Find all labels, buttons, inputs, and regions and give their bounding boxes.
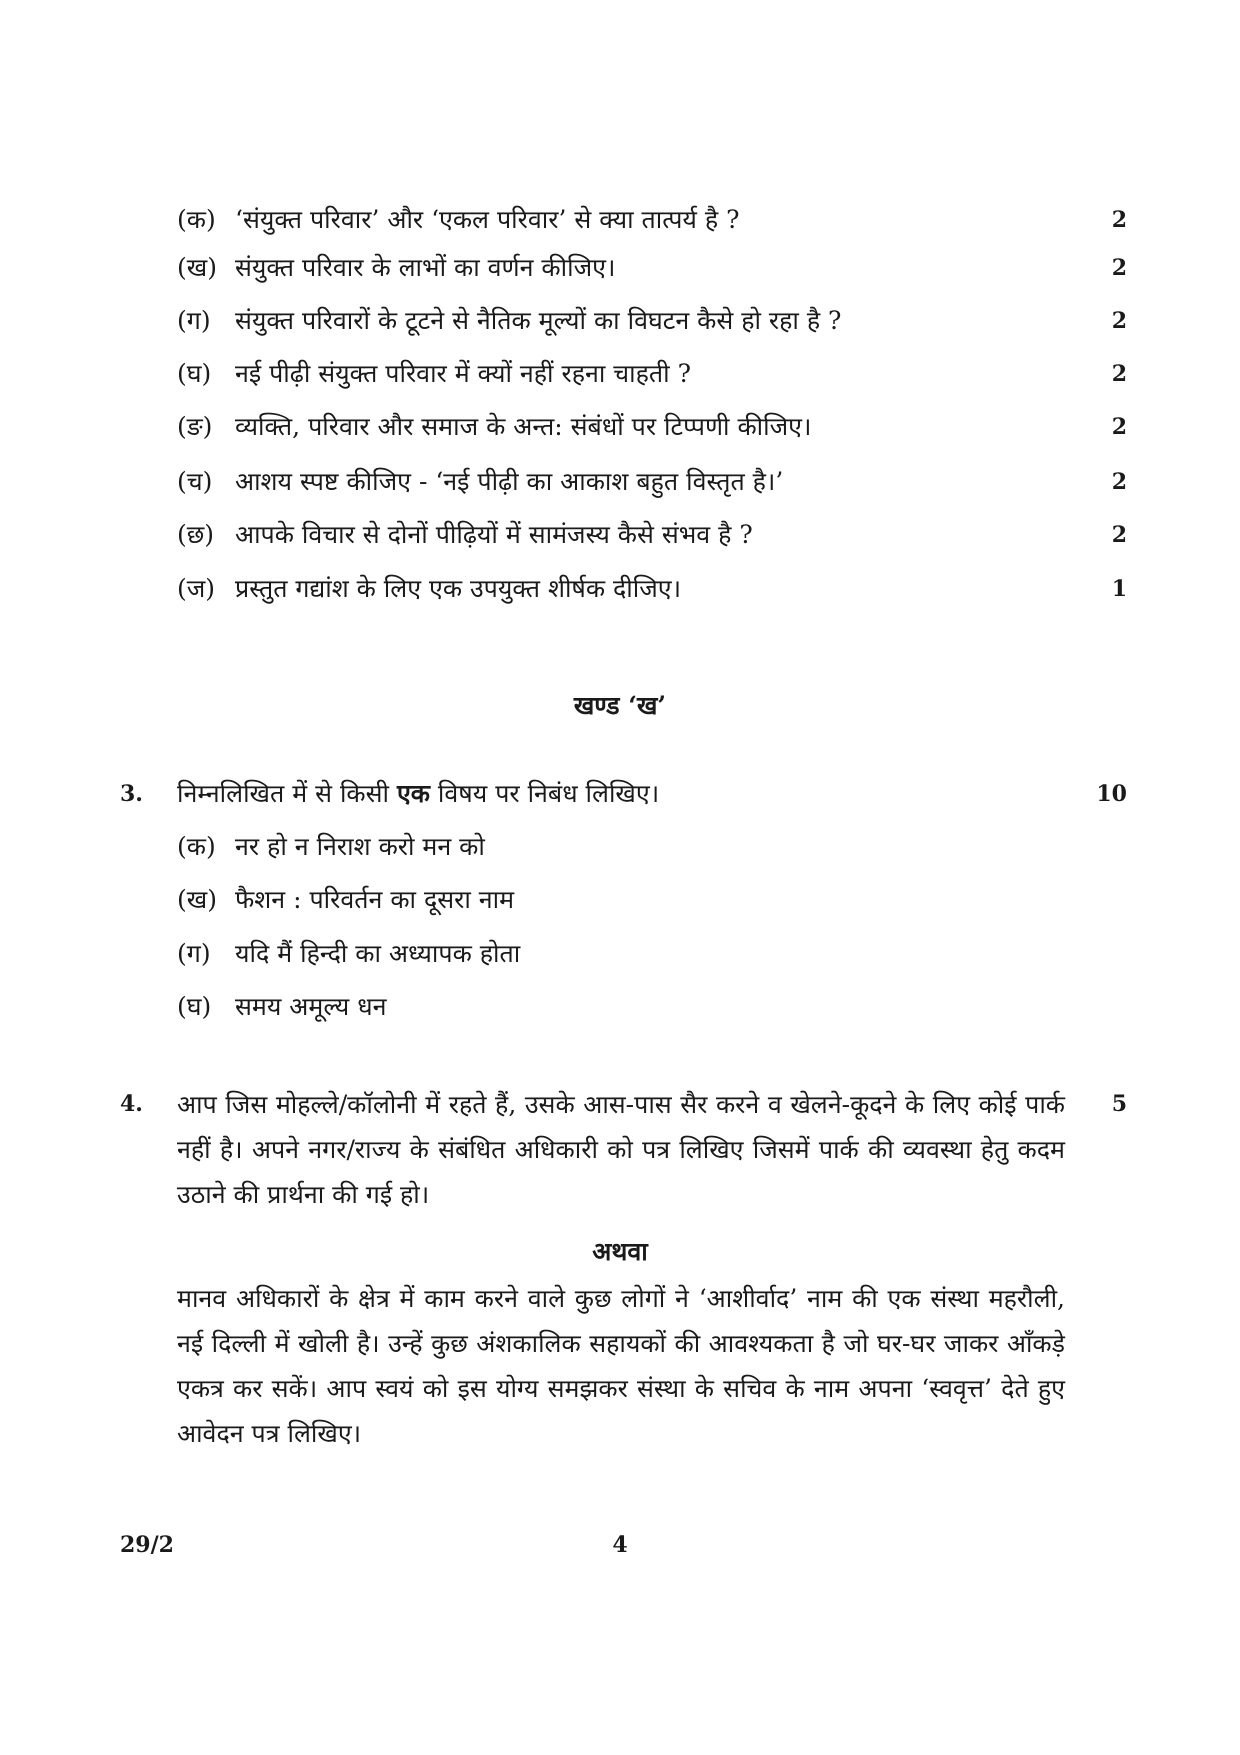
marks: 1	[1111, 576, 1127, 602]
sub-question-text: नई पीढ़ी संयुक्त परिवार में क्यों नहीं रहना चाहती ?	[235, 359, 691, 388]
option-label: (घ)	[177, 992, 212, 1021]
marks: 2	[1111, 469, 1127, 495]
sub-question-text: आशय स्पष्ट कीजिए - ‘नई पीढ़ी का आकाश बहुत विस्तृत है।’	[235, 467, 784, 496]
question-4-text: आप जिस मोहल्ले/कॉलोनी में रहते हैं, उसके आस-पास सैर करने व खेलने-कूदने के लिए कोई पार्क नहीं है। अपने नगर/राज्य के संबंधित अधिकारी को पत्र लिखिए जिसमें पार्क की व्यवस्था हेतु कदम उठाने की प्रार्थना की गई हो।	[177, 1090, 1065, 1209]
essay-option	[0, 820, 1240, 874]
marks: 5	[1111, 1091, 1127, 1117]
sub-question	[0, 193, 1240, 247]
sub-question-label: (च)	[177, 467, 213, 496]
or-heading: अथवा	[592, 1237, 648, 1266]
sub-question-label: (ङ)	[177, 412, 213, 441]
sub-question	[0, 347, 1240, 401]
marks: 2	[1111, 255, 1127, 281]
option-label: (ग)	[177, 939, 211, 968]
sub-question	[0, 508, 1240, 562]
sub-question-text: व्यक्ति, परिवार और समाज के अन्त: संबंधों पर टिप्पणी कीजिए।	[235, 412, 812, 441]
marks: 2	[1111, 414, 1127, 440]
sub-question-label: (क)	[177, 205, 216, 234]
sub-question	[0, 455, 1240, 509]
sub-question-label: (घ)	[177, 359, 212, 388]
option-text: फैशन : परिवर्तन का दूसरा नाम	[235, 885, 515, 914]
sub-question-text: प्रस्तुत गद्यांश के लिए एक उपयुक्त शीर्षक दीजिए।	[235, 574, 682, 603]
question-4-alternative-text: मानव अधिकारों के क्षेत्र में काम करने वाले कुछ लोगों ने ‘आशीर्वाद’ नाम की एक संस्था महरौली, नई दिल्ली में खोली है। उन्हें कुछ अंशकालिक सहायकों की आवश्यकता है जो घर-घर जाकर आँकड़े एकत्र कर सकें। आप स्वयं को इस योग्य समझकर संस्था के सचिव के नाम अपना ‘स्ववृत्त’ देते हुए आवेदन पत्र लिखिए।	[177, 1284, 1065, 1448]
essay-option	[0, 873, 1240, 927]
sub-question-label: (ख)	[177, 253, 217, 282]
sub-question	[0, 294, 1240, 348]
marks: 10	[1096, 781, 1127, 807]
sub-question	[0, 400, 1240, 454]
essay-option	[0, 927, 1240, 981]
option-label: (ख)	[177, 885, 217, 914]
sub-question-text: ‘संयुक्त परिवार’ और ‘एकल परिवार’ से क्या तात्पर्य है ?	[235, 205, 740, 234]
question-stem-emphasis: एक	[396, 779, 430, 808]
page-number: 4	[612, 1532, 628, 1558]
option-text: यदि मैं हिन्दी का अध्यापक होता	[235, 939, 521, 968]
marks: 2	[1111, 207, 1127, 233]
question-3	[0, 767, 1240, 821]
question-number: 4.	[120, 1091, 143, 1117]
section-heading: खण्ड ‘ख’	[573, 691, 667, 720]
question-stem-part: निम्नलिखित में से किसी	[177, 779, 397, 808]
sub-question-text: संयुक्त परिवार के लाभों का वर्णन कीजिए।	[235, 253, 616, 282]
question-stem-part: विषय पर निबंध लिखिए।	[429, 779, 660, 808]
sub-question	[0, 562, 1240, 616]
option-text: समय अमूल्य धन	[235, 992, 387, 1021]
sub-question-text: संयुक्त परिवारों के टूटने से नैतिक मूल्यों का विघटन कैसे हो रहा है ?	[235, 306, 842, 335]
option-label: (क)	[177, 832, 216, 861]
option-text: नर हो न निराश करो मन को	[235, 832, 485, 861]
marks: 2	[1111, 308, 1127, 334]
paper-code: 29/2	[120, 1532, 174, 1558]
sub-question-label: (ज)	[177, 574, 216, 603]
question-number: 3.	[120, 781, 143, 807]
sub-question-text: आपके विचार से दोनों पीढ़ियों में सामंजस्य कैसे संभव है ?	[235, 520, 753, 549]
sub-question	[0, 241, 1240, 295]
sub-question-label: (छ)	[177, 520, 215, 549]
essay-option	[0, 980, 1240, 1034]
sub-question-label: (ग)	[177, 306, 211, 335]
marks: 2	[1111, 361, 1127, 387]
question-stem	[177, 767, 659, 821]
marks: 2	[1111, 522, 1127, 548]
